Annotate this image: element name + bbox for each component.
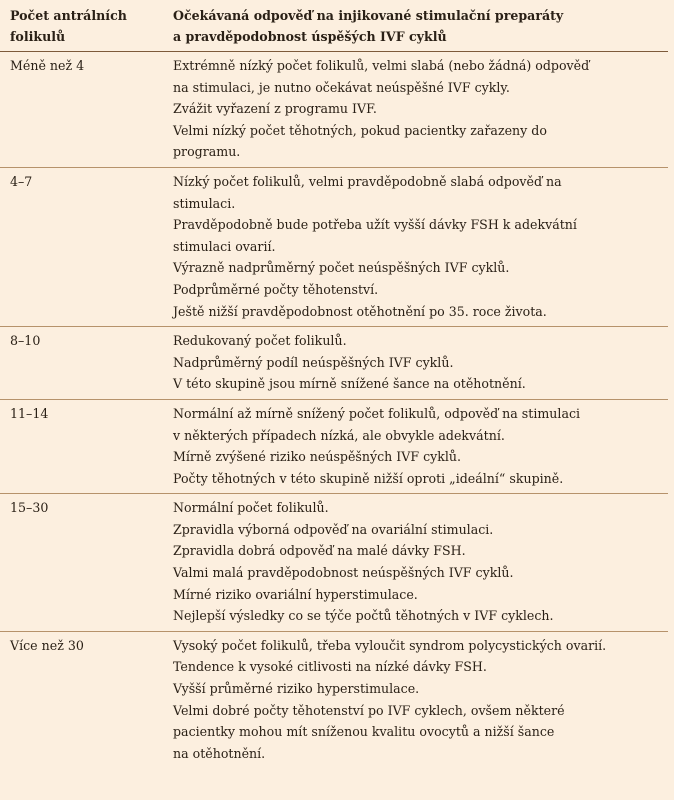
- response-line: Podprůměrné počty těhotenství.: [173, 281, 379, 297]
- follicle-count-cell: 8–10: [10, 333, 41, 349]
- response-line: Redukovaný počet folikulů.: [173, 333, 347, 349]
- table-row: [0, 52, 668, 168]
- response-line: Valmi malá pravděpodobnost neúspěšných IVF cyklů.: [173, 565, 514, 581]
- response-line: V této skupině jsou mírně snížené šance na otěhotnění.: [173, 376, 526, 392]
- response-line: na stimulaci, je nutno očekávat neúspěšné IVF cykly.: [173, 79, 510, 95]
- response-line: Vysoký počet folikulů, třeba vyloučit syndrom polycystických ovarií.: [173, 637, 607, 653]
- follicle-count-cell: 4–7: [10, 173, 33, 189]
- response-line: Extrémně nízký počet folikulů, velmi slabá (nebo žádná) odpověď: [173, 58, 590, 73]
- table-header-row: [0, 0, 668, 52]
- table-row: [0, 494, 668, 632]
- response-cell: [163, 399, 668, 493]
- response-line: stimulaci.: [173, 195, 236, 211]
- follicle-count-cell: Méně než 4: [10, 58, 85, 73]
- response-line: Zpravidla výborná odpověď na ovariální stimulaci.: [173, 521, 494, 537]
- response-line: Výrazně nadprůměrný počet neúspěšných IVF cyklů.: [173, 260, 510, 276]
- table-row: [0, 327, 668, 400]
- response-cell: [163, 167, 668, 326]
- follicle-count-cell: Více než 30: [10, 637, 84, 653]
- response-cell: [163, 631, 668, 768]
- response-line: pacientky mohou mít sníženou kvalitu ovocytů a nižší šance: [173, 724, 555, 740]
- response-cell: [163, 327, 668, 400]
- response-line: Mírně zvýšené riziko neúspěšných IVF cyklů.: [173, 449, 462, 465]
- response-cell: [163, 52, 668, 168]
- response-line: v některých případech nízká, ale obvykle adekvátní.: [173, 427, 505, 443]
- response-line: Normální až mírně snížený počet folikulů, odpověď na stimulaci: [173, 405, 581, 421]
- response-cell: [163, 494, 668, 632]
- follicle-count-cell: 15–30: [10, 500, 49, 516]
- header-col1-line: folikulů: [10, 29, 66, 44]
- header-col2-line: Očekávaná odpověď na injikované stimulační preparáty: [173, 8, 564, 23]
- response-line: Zvážit vyřazení z programu IVF.: [173, 101, 377, 117]
- response-line: Tendence k vysoké citlivosti na nízké dávky FSH.: [173, 659, 487, 675]
- response-line: Pravděpodobně bude potřeba užít vyšší dávky FSH k adekvátní: [173, 217, 577, 233]
- response-line: Mírné riziko ovariální hyperstimulace.: [173, 586, 418, 602]
- table-row: [0, 631, 668, 768]
- header-follicle-count: [0, 0, 163, 52]
- table-row: [0, 167, 668, 326]
- response-line: Velmi dobré počty těhotenství po IVF cyklech, ovšem některé: [173, 702, 565, 718]
- response-line: na otěhotnění.: [173, 745, 266, 761]
- response-line: Ještě nižší pravděpodobnost otěhotnění po 35. roce života.: [173, 303, 547, 319]
- header-col2-line: a pravděpodobnost úspěšých IVF cyklů: [173, 29, 447, 44]
- header-expected-response: [163, 0, 668, 52]
- header-col1-line: Počet antrálních: [10, 8, 127, 23]
- response-line: Zpravidla dobrá odpověď na malé dávky FSH.: [173, 543, 466, 559]
- response-line: programu.: [173, 144, 241, 160]
- response-line: Nejlepší výsledky co se týče počtů těhotných v IVF cyklech.: [173, 608, 554, 624]
- response-line: stimulaci ovarií.: [173, 238, 276, 254]
- follicle-count-cell: 11–14: [10, 405, 49, 421]
- response-line: Vyšší průměrné riziko hyperstimulace.: [173, 681, 420, 697]
- response-line: Velmi nízký počet těhotných, pokud pacientky zařazeny do: [173, 122, 547, 138]
- response-line: Nadprůměrný podíl neúspěšných IVF cyklů.: [173, 354, 454, 370]
- table-row: [0, 399, 668, 493]
- response-line: Počty těhotných v této skupině nižší oproti „ideální“ skupině.: [173, 470, 564, 486]
- response-line: Nízký počet folikulů, velmi pravděpodobně slabá odpověď na: [173, 173, 562, 189]
- response-line: Normální počet folikulů.: [173, 500, 329, 516]
